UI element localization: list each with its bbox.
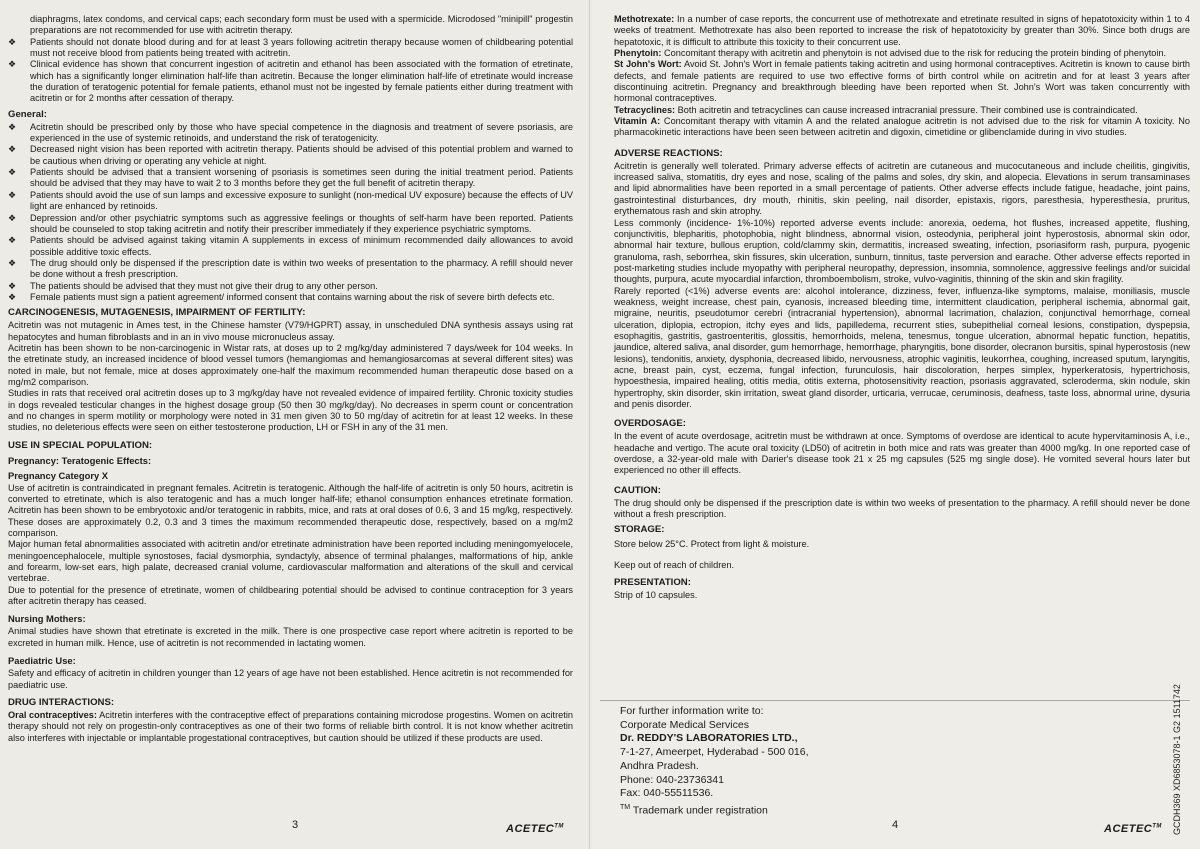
contact-line: For further information write to:: [620, 705, 764, 717]
storage-heading: STORAGE:: [614, 524, 665, 536]
drug-interactions-heading: DRUG INTERACTIONS:: [8, 696, 115, 708]
bullet-item: ❖ Patients should not donate blood during and for at least 3 years following acitretin therapy because women of childbearing potential must not receive blood from patients being treated with acitretin.: [8, 36, 573, 59]
bullet-icon: ❖: [8, 291, 17, 302]
bullet-icon: ❖: [8, 212, 17, 223]
carcinogenesis-paragraph: Studies in rats that received oral acitretin doses up to 3 mg/kg/day have not revealed evidence of impaired fertility. Chronic toxicity studies in dogs revealed testicular changes in the highest dosage group (50 then 30 mg/kg/day). No decreases in sperm count or concentration and no changes in sperm motility or morphology were noted in 31 men given 30 to 50 mg/day of acitretin for at least 12 weeks. In these studies, no deleterious effects were seen on either testosterone production, LH or FSH in any of the 31 men.: [8, 388, 573, 433]
bullet-icon: ❖: [8, 257, 17, 268]
presentation-text: Strip of 10 capsules.: [614, 590, 698, 601]
general-item: ❖ Acitretin should be prescribed only by those who have special competence in the diagnosis and treatment of severe psoriasis, are experienced in the use of systemic retinoids, and understand the risk of teratogenicity.: [8, 121, 573, 144]
nursing-text: Animal studies have shown that etretinate is excreted in the milk. There is one prospective case report where acitretin is reported to be excreted in human milk. Hence, use of acitretin is not recommended in lactating women.: [8, 626, 573, 648]
interaction-item: Methotrexate: In a number of case reports, the concurrent use of methotrexate and etretinate resulted in signs of hepatotoxicity within 1 to 4 weeks of treatment. Methotrexate has also been reported to increase the risk of hepatotoxicity by greater than 30%. Since both drugs are hepatotoxic, it is difficult to attribute this toxicity to their concurrent use.: [614, 14, 1190, 47]
adverse-heading: ADVERSE REACTIONS:: [614, 147, 723, 159]
overdosage-text: In the event of acute overdosage, acitretin must be withdrawn at once. Symptoms of overdose are identical to acute hypervitaminosis A, i.e., headache and vertigo. The acute oral toxicity (LD50) of acitretin in both mice and rats was greater than 4000 mg/kg. In one reported case of overdose, a 32-year-old male with Darier's disease took 21 x 25 mg capsules (525 mg single dose). He vomited several hours later but experienced no other ill effects.: [614, 431, 1190, 476]
adverse-paragraph: Less commonly (incidence- 1%-10%) reported adverse events include: anorexia, oedema, hot flushes, increased appetite, flushing, conjunctivitis, blepharitis, photophobia, night blindness, abnormal vision, osteodynia, peripheral joint hyperostosis, abnormal skin odor, abnormal hair texture, bullous eruption, cold/clammy skin, dermatitis, increased sweating, infection, psoriasiform rash, purpura, pyogenic granuloma, rash, seborrhea, skin fissures, skin ulceration, sunburn, tinnitus, taste perversion and earache. Other adverse effects reported in post-marketing studies include myopathy with peripheral neuropathy, depression, insomnia, somnolence, aggressive feelings and/or suicidal thoughts, purpura, acute myocardial infarction, thromboembolism, stroke, vulvo-vaginitis, thinning of the skin and skin fragility.: [614, 217, 1190, 285]
bullet-item: ❖ Clinical evidence has shown that concurrent ingestion of acitretin and ethanol has been associated with the formation of etretinate, which has a significantly longer elimination half-life than acitretin. Because the longer elimination half-life of etretinate would increase the duration of teratogenic potential for female patients, ethanol must not be ingested by female patients either during treatment with acitretin or for 2 months after cessation of therapy.: [8, 59, 573, 104]
general-item: ❖ Female patients must sign a patient agreement/ informed consent that contains warning about the risk of severe birth defects etc.: [8, 291, 555, 302]
bullet-icon: ❖: [8, 280, 17, 291]
bullet-icon: ❖: [8, 167, 17, 178]
bullet-icon: ❖: [8, 235, 17, 246]
interaction-label: Phenytoin:: [614, 48, 662, 59]
interaction-item: Phenytoin: Concomitant therapy with acitretin and phenytoin is not advised due to the risk for reducing the protein binding of phenytoin.: [614, 48, 1167, 59]
storage-text-2: Keep out of reach of children.: [614, 559, 735, 570]
pregnancy-heading: Pregnancy: Teratogenic Effects:: [8, 454, 152, 466]
caution-text: The drug should only be dispensed if the prescription date is within two weeks of presentation to the pharmacy. A refill should never be done without a fresh prescription.: [614, 497, 1190, 520]
carcinogenesis-heading: CARCINOGENESIS, MUTAGENESIS, IMPAIRMENT OF FERTILITY:: [8, 307, 306, 319]
interactions-section: [614, 14, 1190, 139]
contact-line: Corporate Medical Services: [620, 718, 749, 731]
interaction-label: Methotrexate:: [614, 14, 675, 24]
company-name: Dr. REDDY'S LABORATORIES LTD.,: [620, 732, 798, 745]
trademark-note: ™ Trademark under registration: [620, 803, 768, 817]
oral-contraceptives-label: Oral contraceptives:: [8, 709, 97, 720]
print-code: GCDH369 XD6853078-1 G2 1511742: [1172, 684, 1182, 835]
contact-phone: Phone: 040-23736341: [620, 773, 724, 786]
adverse-paragraph: Acitretin is generally well tolerated. Primary adverse effects of acitretin are cutaneous and mucocutaneous and include cheilitis, gingivitis, increased saliva, stomatitis, dry eyes and nose, scaling of the palms and soles, dry skin, and alopecia. Elevations in serum transaminases and lipid abnormalities have been reported in a small percentage of patients. Other adverse effects include fatigue, headache, joint pains, gastrointestinal disturbances, dry mouth, rhinitis, skin peeling, nail disorder, epistaxis, rigors, paresthesia, hyperesthesia, pruritus, erythematous rash and skin atrophy.: [614, 160, 1190, 217]
pregnancy-paragraph: Due to potential for the presence of etretinate, women of childbearing potential should be advised to continue contraception for 3 years after acitretin therapy has ceased.: [8, 584, 573, 607]
pregnancy-paragraph: Use of acitretin is contraindicated in pregnant females. Acitretin is teratogenic. Although the half-life of acitretin is only 50 hours, acitretin is converted to etretinate, which is also teratogenic and has a much longer half-life; ethanol consumption enhances etretinate formation. Acitretin has been shown to be embryotoxic and/or teratogenic in rabbits, mice, and rats at oral doses of 0.6, 3 and 15 mg/kg, respectively. These doses are approximately 0.2, 0.3 and 3 times the maximum recommended therapeutic dose, respectively, based on a mg/m2 comparison.: [8, 482, 573, 539]
bullet-icon: ❖: [8, 36, 17, 47]
general-item: ❖ Decreased night vision has been reported with acitretin therapy. Patients should be advised of this potential problem and warned to be cautious when driving or operating any vehicle at night.: [8, 144, 573, 166]
intro-section: [8, 14, 573, 105]
intro-text: diaphragms, latex condoms, and cervical caps; each secondary form must be used with a spermicide. Microdosed "minipill" progestin preparations are not recommended for use with acitretin therapy.: [30, 14, 573, 36]
interaction-item: Tetracyclines: Both acitretin and tetracyclines can cause increased intracranial pressure. Their combined use is contraindicated.: [614, 104, 1138, 115]
interaction-item: St John's Wort: Avoid St. John's Wort in female patients taking acitretin and using hormonal contraceptives. Acitretin is known to cause birth defects, and female patients are required to use two effective forms of birth control while on acitretin and for at least 3 years after discontinuing acitretin. Pregnancy and breakthrough bleeding have been reported when St. John's Wort was taken concurrently with hormonal contraceptives.: [614, 59, 1190, 104]
general-list: [8, 122, 573, 304]
contact-line: 7-1-27, Ameerpet, Hyderabad - 500 016,: [620, 746, 809, 759]
oral-contraceptives-text: [8, 710, 573, 744]
paediatric-heading: Paediatric Use:: [8, 655, 76, 667]
adverse-section: [614, 161, 1190, 411]
bullet-icon: ❖: [8, 144, 17, 155]
presentation-heading: PRESENTATION:: [614, 577, 691, 589]
oral-contraceptives-body: Acitretin interferes with the contraceptive effect of preparations containing microdose progestins. Women on acitretin therapy should not rely on progestin-only contraceptives as one of their two forms of reliable birth control. It is not know whether acitretin also interferes with injectable or implantable progestational contraceptives, but caution should be utilized if these products are used.: [8, 709, 573, 743]
interaction-label: Vitamin A:: [614, 116, 661, 127]
general-heading: General:: [8, 108, 47, 120]
storage-text-1: Store below 25°C. Protect from light & moisture.: [614, 539, 810, 550]
adverse-paragraph: Rarely reported (<1%) adverse events are: alcohol intolerance, dizziness, fever, influenza-like symptoms, malaise, moniliasis, muscle weakness, weight increase, chest pain, cyanosis, increased bleeding time, intermittent claudication, peripheral ischemia, abnormal gait, migraine, neuritis, pseudotumor cerebri (intracranial hypertension), abnormal lacrimation, chalazion, conjunctival hemorrhage, corneal ulceration, diplopia, ectropion, itchy eyes and lids, papilledema, recurrent sties, subepithelial corneal lesions, constipation, dyspepsia, esophagitis, gastritis, gastroenteritis, glossitis, hemorrhoids, melena, tenesmus, tongue ulceration, abnormal hepatic function, hepatitis, jaundice, altered saliva, anal disorder, gum hemorrhage, hemorrhage, pharyngitis, bone disorder, olecranon bursitis, spinal hyperostosis (new lesions), tendonitis, anxiety, dysphonia, decreased libido, nervousness, atrophic vaginitis, leukorrhea, coughing, increased sputum, laryngitis, acne, breast pain, cyst, eczema, fungal infection, furunculosis, hair discoloration, herpes simplex, hyperkeratosis, hypertrichosis, hypoesthesia, impaired healing, otitis media, otitis externa, photosensitivity reaction, psoriasis aggravated, scleroderma, skin nodule, skin hypertrophy, skin disorder, skin irritation, sweat gland disorder, urticaria, verrucae, ceruminosis, deafness, taste loss, abnormal urine, dysuria and penis disorder.: [614, 285, 1190, 409]
caution-heading: CAUTION:: [614, 484, 661, 496]
page-number-left: 3: [292, 819, 299, 831]
general-item: ❖ Patients should be advised that a transient worsening of psoriasis is sometimes seen during the initial treatment period. Patients should be advised that they may have to wait 2 to 3 months before they get the full benefit of acitretin therapy.: [8, 167, 573, 189]
contact-block: [620, 705, 809, 818]
interaction-label: St John's Wort:: [614, 59, 682, 70]
general-item: ❖ The patients should be advised that they must not give their drug to any other person.: [8, 280, 378, 291]
carcinogenesis-section: [8, 320, 573, 433]
page-number-right: 4: [892, 819, 899, 831]
pregnancy-section: [8, 483, 573, 608]
contact-line: Andhra Pradesh.: [620, 759, 699, 772]
pregnancy-paragraph: Major human fetal abnormalities associated with acitretin and/or etretinate administration have been reported including meningomyelocele, meningoencephalocele, multiple synostoses, facial dysmorphia, syndactyly, absence of terminal phalanges, malformations of hip, ankle and forearm, low-set ears, high palate, decreased cranial volume, cardiovascular malformation and alterations of the skull and cervical vertebrae.: [8, 539, 573, 584]
bullet-icon: ❖: [8, 121, 17, 132]
carcinogenesis-paragraph: Acitretin was not mutagenic in Ames test, in the Chinese hamster (V79/HGPRT) assay, in unscheduled DNA synthesis assays using rat hepatocytes and human fibroblasts and in an in vivo mouse micronucleus assay.: [8, 320, 573, 342]
page-left: [0, 0, 590, 849]
brand-logo-left: ACETEC™: [506, 823, 564, 835]
brand-logo-right: ACETEC™: [1104, 823, 1162, 835]
carcinogenesis-paragraph: Acitretin has been shown to be non-carcinogenic in Wistar rats, at doses up to 2 mg/kg/day administered 7 days/week for 104 weeks. In the etretinate study, an increased incidence of blood vessel tumors (hemangiomas and hemangiosarcomas at several different sites) was noted in male, but not female, mice at doses approximately one-half the maximum recommended human therapeutic dose based on a mg/m2 comparison.: [8, 342, 573, 387]
interaction-label: Tetracyclines:: [614, 104, 676, 115]
bullet-icon: ❖: [8, 59, 17, 70]
overdosage-heading: OVERDOSAGE:: [614, 418, 686, 430]
contact-fax: Fax: 040-55511536.: [620, 787, 714, 800]
special-population-heading: USE IN SPECIAL POPULATION:: [8, 439, 153, 451]
interaction-item: Vitamin A: Concomitant therapy with vitamin A and the related analogue acitretin is not advised due to the risk for vitamin A toxicity. No pharmacokinetic interactions have been seen between acitretin and digoxin, cimetidine or glibenclamide during in vivo studies.: [614, 116, 1190, 138]
general-item: ❖ Patients should be advised against taking vitamin A supplements in excess of minimum recommended daily allowances to avoid possible additive toxic effects.: [8, 235, 573, 257]
pregnancy-category-heading: Pregnancy Category X: [8, 469, 109, 481]
bullet-icon: ❖: [8, 189, 17, 200]
general-item: ❖ The drug should only be dispensed if the prescription date is within two weeks of presentation to the pharmacy. A refill should never be done without a fresh prescription.: [8, 257, 573, 280]
divider-line: [600, 700, 1190, 701]
general-item: ❖ Depression and/or other psychiatric symptoms such as aggressive feelings or thoughts of self-harm have been reported. Patients should be counseled to stop taking acitretin and notify their prescriber immediately if they experience psychiatric symptoms.: [8, 212, 573, 234]
paediatric-text: Safety and efficacy of acitretin in children younger than 12 years of age have not been established. Hence acitretin is not recommended for paediatric use.: [8, 668, 573, 690]
general-item: ❖ Patients should avoid the use of sun lamps and excessive exposure to sunlight (non-medical UV exposure) because the effects of UV light are enhanced by retinoids.: [8, 189, 573, 212]
nursing-heading: Nursing Mothers:: [8, 613, 86, 625]
